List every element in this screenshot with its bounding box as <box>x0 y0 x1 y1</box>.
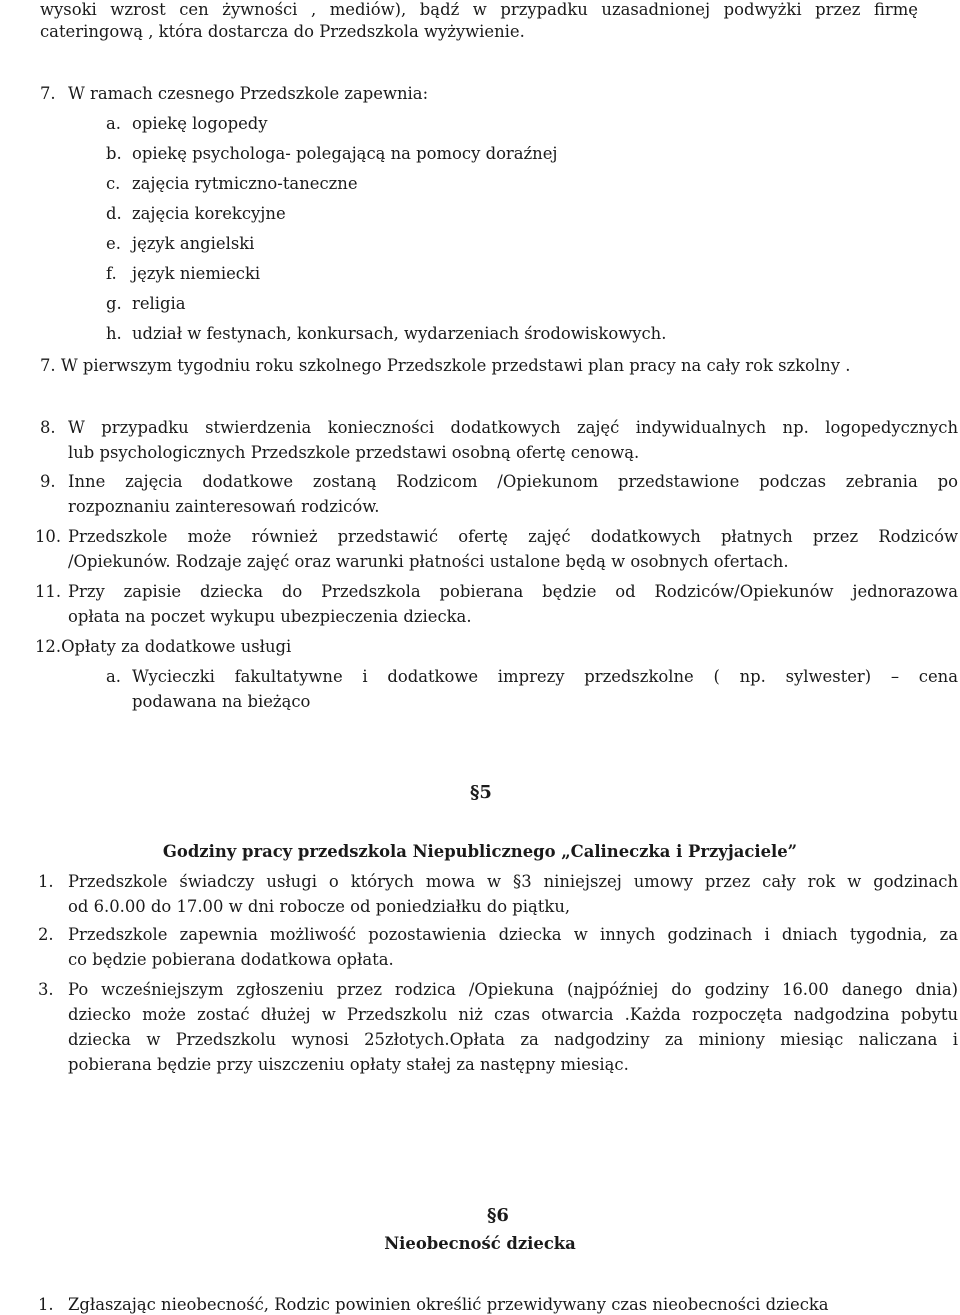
subitem-text-f: język niemiecki <box>132 264 261 283</box>
section-6-title: Nieobecność dziecka <box>384 1234 576 1253</box>
item-12-sub-line-1: Wycieczki fakultatywne i dodatkowe imprezy przedszkolne ( np. sylwester) – cena <box>132 667 958 686</box>
subitem-letter-e: e. <box>106 234 121 253</box>
subitem-letter-a: a. <box>106 114 121 133</box>
subitem-text-h: udział w festynach, konkursach, wydarzeniach środowiskowych. <box>132 324 667 343</box>
s5-item-2-number: 2. <box>38 925 54 944</box>
s5-item-3-line-3: dziecka w Przedszkolu wynosi 25złotych.Opłata za nadgodziny za miniony miesiąc naliczana i <box>68 1030 958 1049</box>
item-9-line-1: Inne zajęcia dodatkowe zostaną Rodzicom /Opiekunom przedstawione podczas zebrania po <box>68 472 958 491</box>
subitem-letter-g: g. <box>106 294 122 313</box>
s5-item-3-line-4: pobierana będzie przy uiszczeniu opłaty stałej za następny miesiąc. <box>68 1055 629 1074</box>
item-12-heading: 12.Opłaty za dodatkowe usługi <box>35 637 292 656</box>
intro-line-2: cateringową , która dostarcza do Przedszkola wyżywienie. <box>40 22 525 41</box>
s5-item-2-line-1: Przedszkole zapewnia możliwość pozostawienia dziecka w innych godzinach i dniach tygodnia, za <box>68 925 958 944</box>
item-9-number: 9. <box>40 472 56 491</box>
item-8-line-1: W przypadku stwierdzenia konieczności dodatkowych zajęć indywidualnych np. logopedycznych <box>68 418 958 437</box>
item-10-number: 10. <box>35 527 62 546</box>
item-8-line-2: lub psychologicznych Przedszkole przedstawi osobną ofertę cenową. <box>68 443 640 462</box>
subitem-text-g: religia <box>132 294 186 313</box>
subitem-letter-b: b. <box>106 144 122 163</box>
s6-item-1-number: 1. <box>38 1295 54 1314</box>
item-7-number: 7. <box>40 84 56 103</box>
subitem-text-c: zajęcia rytmiczno-taneczne <box>132 174 358 193</box>
section-6-sign: §6 <box>487 1205 509 1226</box>
item-9-line-2: rozpoznaniu zainteresowań rodziców. <box>68 497 380 516</box>
subitem-text-a: opiekę logopedy <box>132 114 268 133</box>
intro-line-1: wysoki wzrost cen żywności , mediów), bądź w przypadku uzasadnionej podwyżki przez firmę <box>40 0 918 19</box>
subitem-letter-d: d. <box>106 204 122 223</box>
subitem-letter-h: h. <box>106 324 122 343</box>
s6-item-1-line-1: Zgłaszając nieobecność, Rodzic powinien określić przewidywany czas nieobecności dziecka <box>68 1295 829 1314</box>
item-12-sub-line-2: podawana na bieżąco <box>132 692 311 711</box>
item-10-line-2: /Opiekunów. Rodzaje zajęć oraz warunki płatności ustalone będą w osobnych ofertach. <box>68 552 789 571</box>
item-8-number: 8. <box>40 418 56 437</box>
item-11-number: 11. <box>35 582 62 601</box>
s5-item-2-line-2: co będzie pobierana dodatkowa opłata. <box>68 950 394 969</box>
subitem-text-d: zajęcia korekcyjne <box>132 204 286 223</box>
section-5-sign: §5 <box>470 782 492 803</box>
s5-item-3-number: 3. <box>38 980 54 999</box>
subitem-letter-c: c. <box>106 174 121 193</box>
item-10-line-1: Przedszkole może również przedstawić ofertę zajęć dodatkowych płatnych przez Rodziców <box>68 527 958 546</box>
item-7-text: W ramach czesnego Przedszkole zapewnia: <box>68 84 429 103</box>
item-12-sub-letter: a. <box>106 667 121 686</box>
s5-item-1-line-1: Przedszkole świadczy usługi o których mowa w §3 niniejszej umowy przez cały rok w godzinach <box>68 872 958 891</box>
s5-item-3-line-1: Po wcześniejszym zgłoszeniu przez rodzica /Opiekuna (najpóźniej do godziny 16.00 danego dnia) <box>68 980 958 999</box>
section-5-title: Godziny pracy przedszkola Niepublicznego „Calineczka i Przyjaciele” <box>162 842 798 861</box>
subitem-text-e: język angielski <box>132 234 255 253</box>
item-11-line-2: opłata na poczet wykupu ubezpieczenia dziecka. <box>68 607 472 626</box>
item-7-plan: 7. W pierwszym tygodniu roku szkolnego Przedszkole przedstawi plan pracy na cały rok szkolny . <box>40 356 851 375</box>
subitem-letter-f: f. <box>106 264 117 283</box>
s5-item-1-number: 1. <box>38 872 54 891</box>
subitem-text-b: opiekę psychologa- polegającą na pomocy doraźnej <box>132 144 558 163</box>
s5-item-3-line-2: dziecko może zostać dłużej w Przedszkolu niż czas otwarcia .Każda rozpoczęta nadgodzina pobytu <box>68 1005 958 1024</box>
s5-item-1-line-2: od 6.0.00 do 17.00 w dni robocze od poniedziałku do piątku, <box>68 897 571 916</box>
item-11-line-1: Przy zapisie dziecka do Przedszkola pobierana będzie od Rodziców/Opiekunów jednorazowa <box>68 582 958 601</box>
